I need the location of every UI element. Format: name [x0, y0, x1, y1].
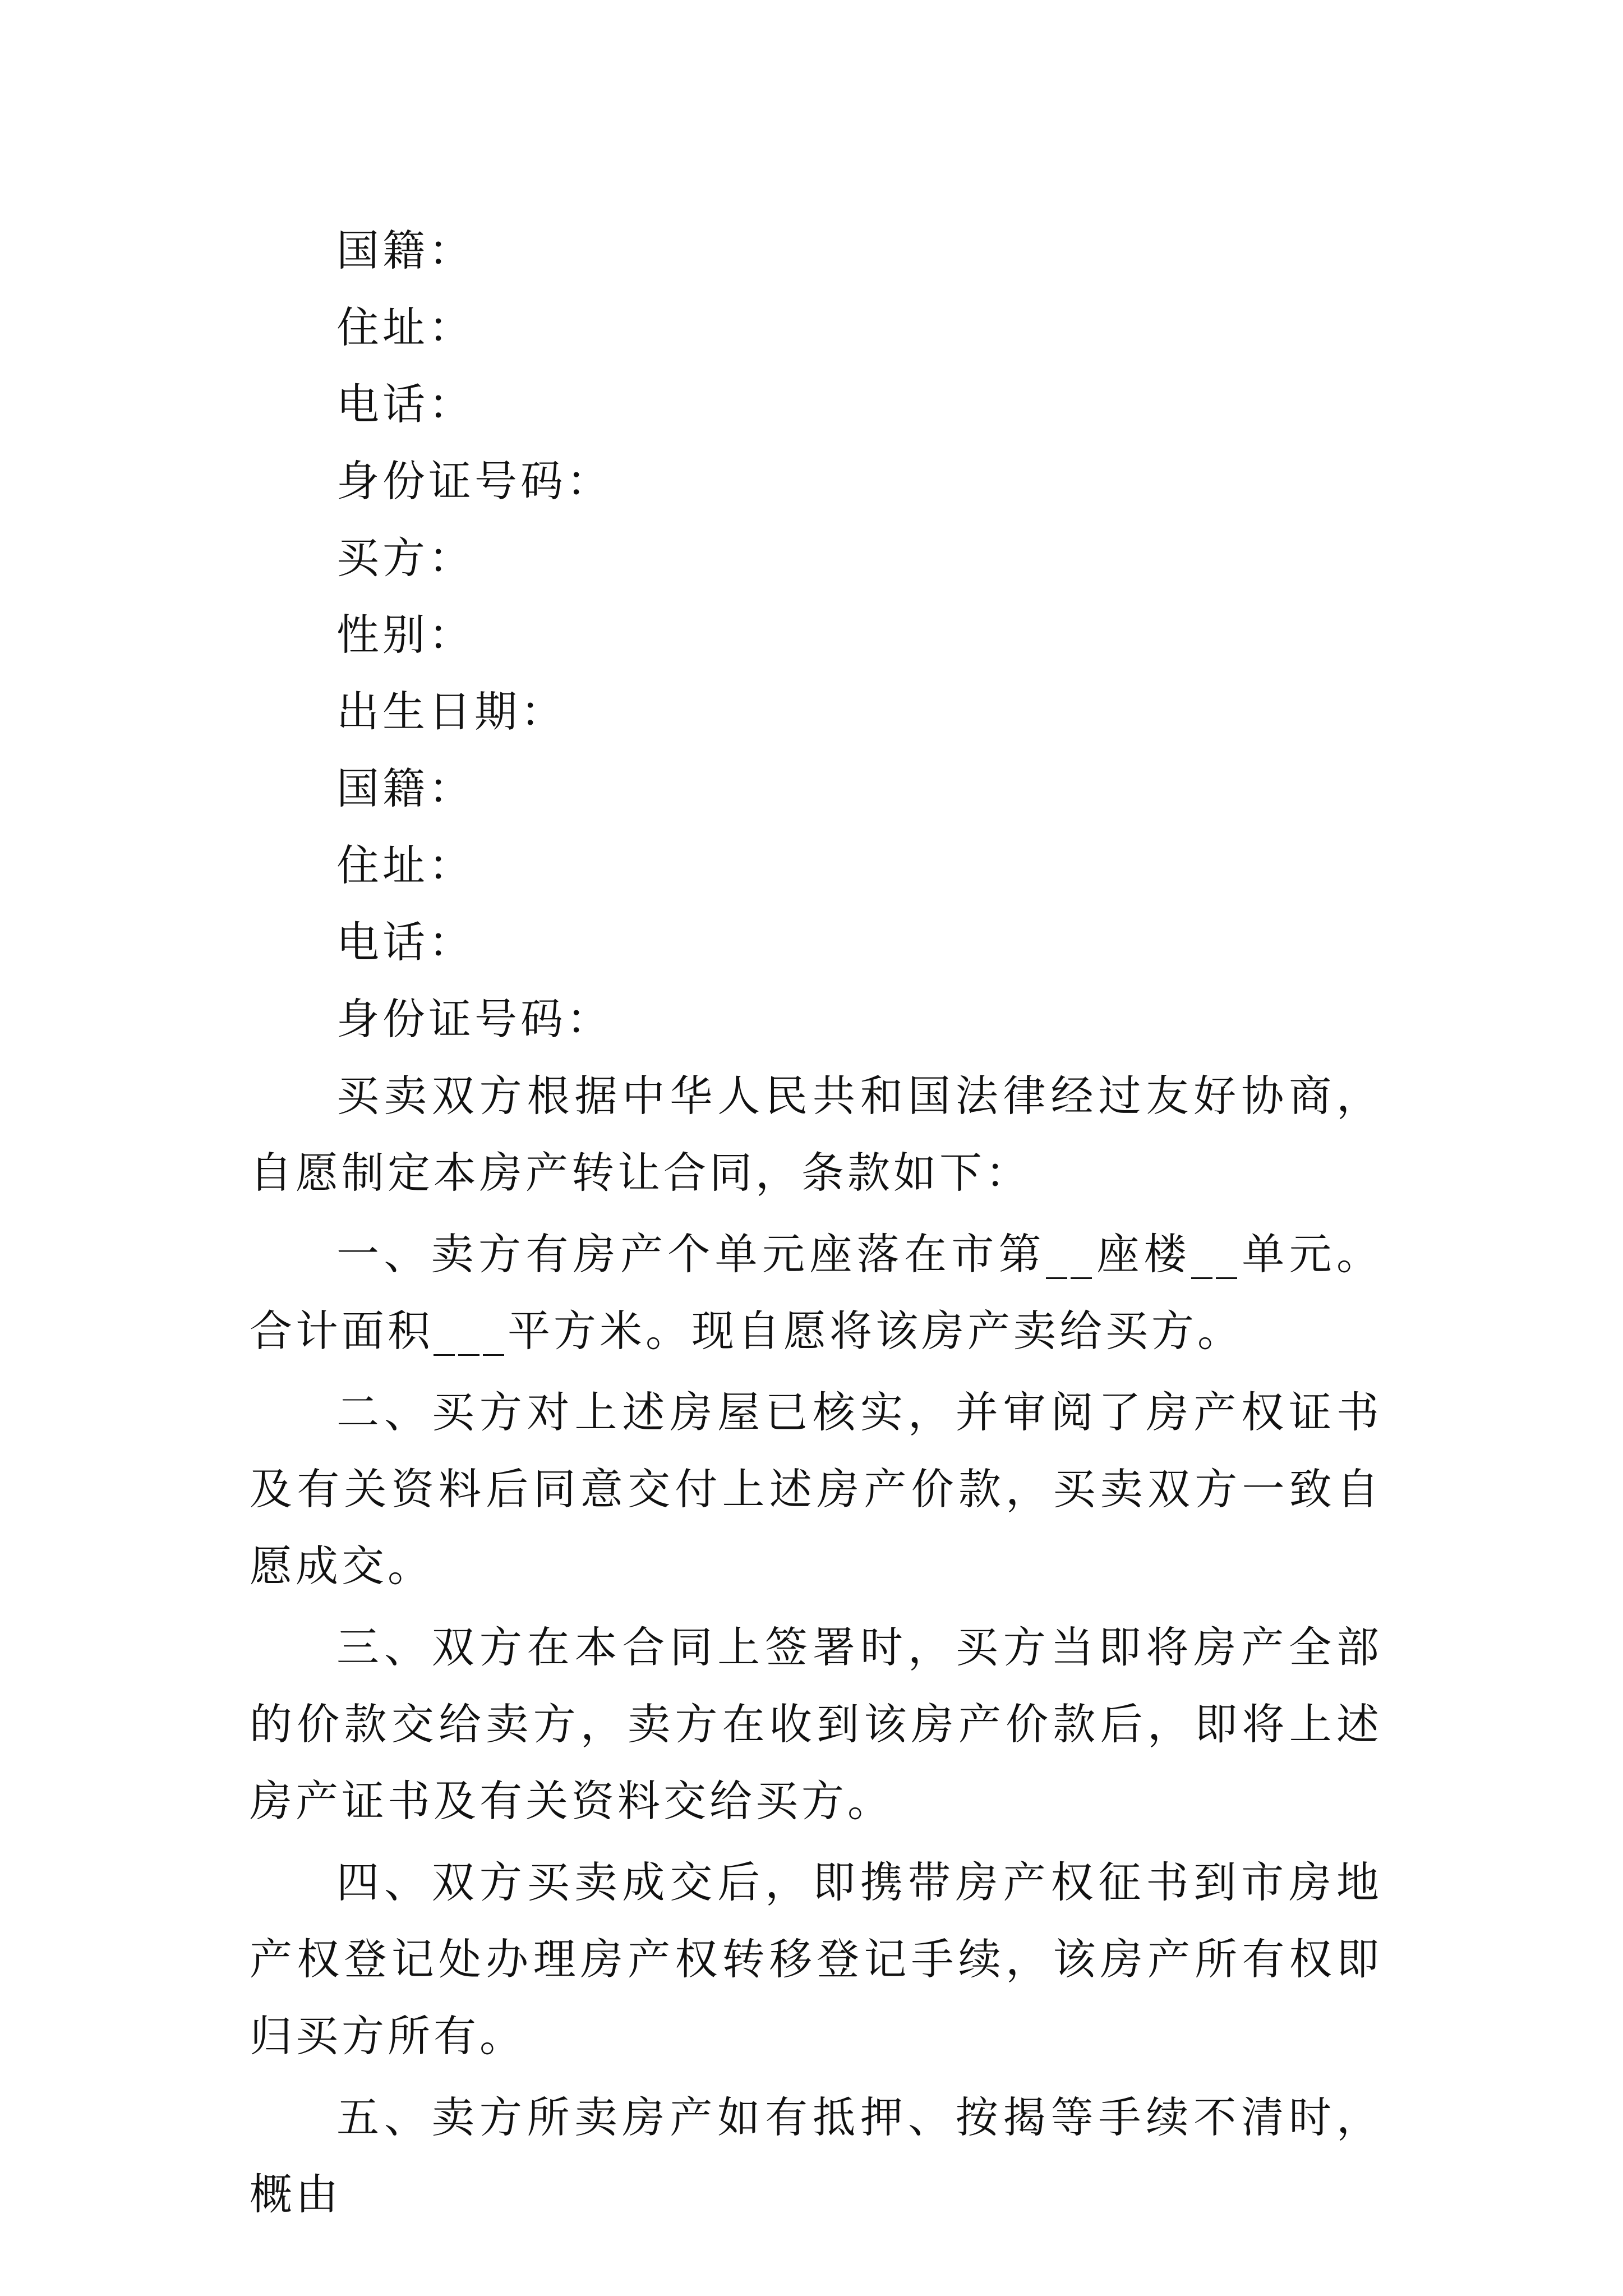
buyer-birthdate-label: 出生日期：: [336, 687, 566, 737]
seller-phone-label: 电话：: [336, 379, 474, 429]
buyer-id-number-label: 身份证号码：: [336, 994, 612, 1044]
buyer-address-label: 住址：: [336, 840, 474, 890]
buyer-nationality-label: 国籍：: [336, 763, 474, 813]
clause-5: 五、卖方所卖房产如有抵押、按揭等手续不清时，概由: [250, 2092, 1382, 2219]
clause-4: 四、双方买卖成交后，即携带房产权征书到市房地产权登记处办理房产权转移登记手续，该房产所有权即归买方所有。: [250, 1857, 1382, 2061]
buyer-phone-label: 电话：: [336, 917, 474, 967]
clause-3: 三、双方在本合同上签署时，买方当即将房产全部的价款交给卖方，卖方在收到该房产价款后，即将上述房产证书及有关资料交给买方。: [250, 1622, 1382, 1826]
buyer-label: 买方：: [336, 533, 474, 583]
clause-2: 二、买方对上述房屋已核实，并审阅了房产权证书及有关资料后同意交付上述房产价款，买卖双方一致自愿成交。: [250, 1387, 1382, 1591]
seller-address-label: 住址：: [336, 302, 474, 352]
seller-nationality-label: 国籍：: [336, 226, 474, 275]
contract-preamble: 买卖双方根据中华人民共和国法律经过友好协商，自愿制定本房产转让合同，条款如下：: [250, 1071, 1382, 1198]
contract-body: [250, 212, 1382, 2233]
clause-1: 一、卖方有房产个单元座落在市第__座楼__单元。合计面积___平方米。现自愿将该房产卖给买方。: [250, 1229, 1382, 1356]
seller-id-number-label: 身份证号码：: [336, 456, 612, 506]
buyer-gender-label: 性别：: [336, 610, 474, 660]
